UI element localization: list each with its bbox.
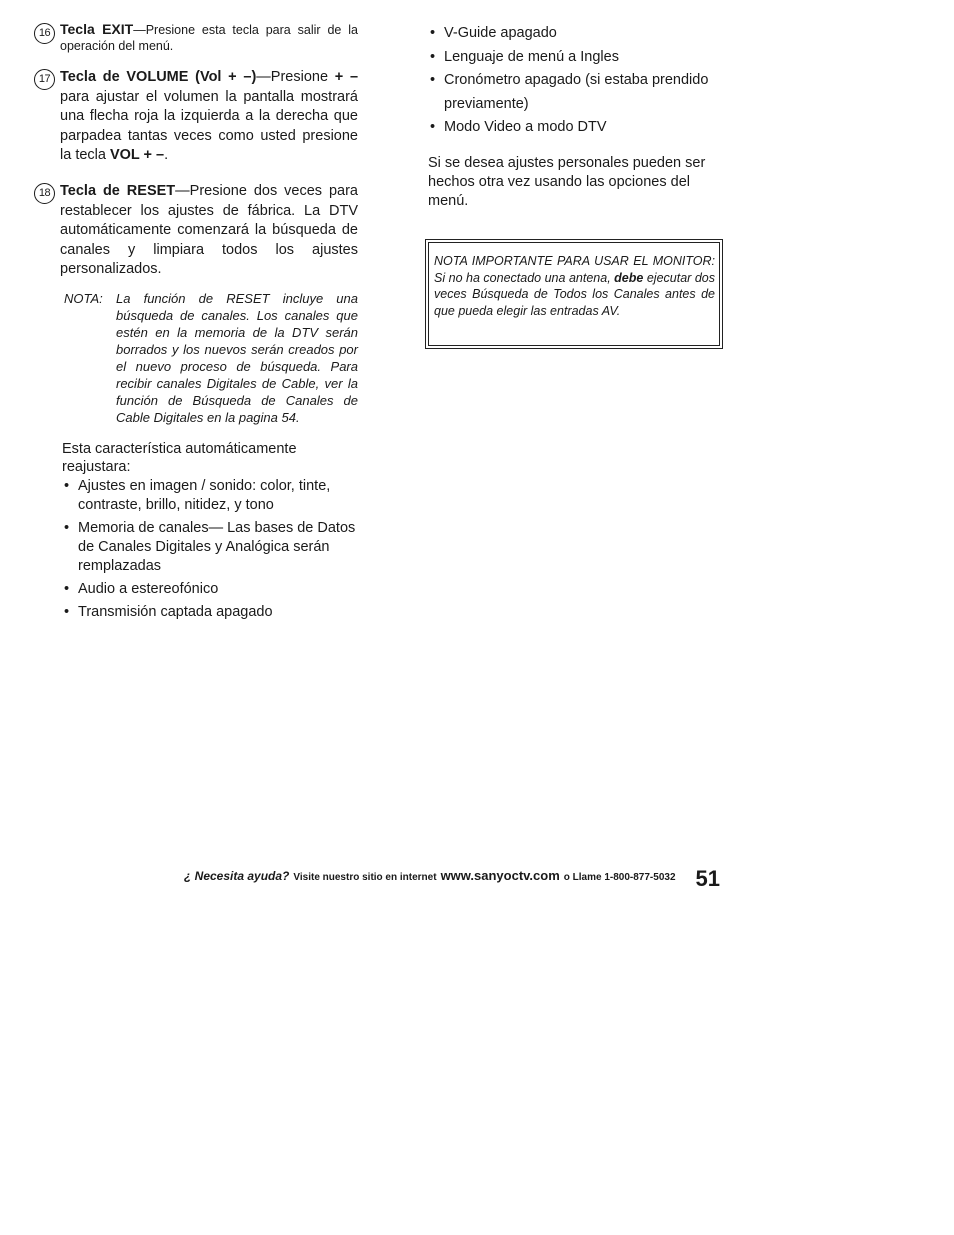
item-description: —Presione esta tecla para salir de la operación del menú. — [60, 23, 358, 53]
item-number-badge: 18 — [34, 183, 55, 204]
item-exit-key — [34, 22, 358, 54]
item-text — [60, 182, 358, 280]
visit-text: Visite nuestro sitio en internet — [293, 872, 437, 883]
note-text-end: ejecutar dos veces Búsqueda de Todos los Canales antes de que pueda elegir las entradas AV. — [434, 270, 715, 318]
reset-note — [64, 290, 358, 426]
note-emphasis: debe — [614, 270, 644, 285]
list-item: • Lenguaje de menú a Ingles — [428, 46, 724, 70]
item-description: —Presione — [256, 69, 335, 85]
list-item: • Cronómetro apagado (si estaba prendido previamente) — [428, 69, 724, 116]
page-footer — [184, 868, 724, 892]
key-symbol: + – — [334, 69, 359, 85]
list-item: • Audio a estereofónico — [62, 580, 358, 599]
reset-bullet-list-cont — [428, 22, 724, 140]
item-title: Tecla de RESET — [60, 182, 176, 199]
item-volume-key — [34, 68, 358, 166]
reset-intro-text: Esta característica automáticamente reajustara: — [62, 440, 297, 476]
item-text — [60, 22, 358, 54]
list-item: • Transmisión captada apagado — [62, 603, 358, 622]
help-question: ¿ Necesita ayuda? — [184, 869, 290, 883]
list-item: • Modo Video a modo DTV — [428, 116, 724, 140]
period: . — [164, 147, 169, 164]
website-link[interactable]: www.sanyoctv.com — [440, 868, 560, 883]
key-symbol: VOL + – — [109, 147, 165, 164]
list-item: • Ajustes en imagen / sonido: color, tinte, contraste, brillo, nitidez, y tono — [62, 477, 358, 515]
list-item: • Memoria de canales— Las bases de Datos de Canales Digitales y Analógica serán remplazadas — [62, 519, 358, 576]
item-title: Tecla EXIT — [60, 21, 134, 37]
important-note-text — [428, 242, 720, 346]
item-number-badge: 17 — [34, 69, 55, 90]
right-column — [428, 22, 724, 211]
note-text: La función de RESET incluye una búsqueda de canales. Los canales que estén en la memoria de la DTV serán borrados y los nuevos serán creados por el nuevo proceso de búsqueda. Para recibir canales Digitales de Cable, ver la función de Búsqueda de Canales de Cable Digitales en la pagina 54. — [116, 290, 358, 425]
reset-bullet-list — [62, 477, 358, 622]
note-label: NOTA: — [64, 290, 103, 306]
left-column — [34, 22, 358, 626]
item-description-cont: para ajustar el volumen la pantalla mostrará una flecha roja la izquierda a la derecha que parpadea tantas veces como usted presione la tecla — [60, 88, 358, 164]
phone-text: o Llame 1-800-877-5032 — [563, 872, 676, 883]
item-reset-key — [34, 182, 358, 280]
page-number: 51 — [695, 866, 720, 891]
important-note-box — [425, 239, 723, 349]
list-item: • V-Guide apagado — [428, 22, 724, 46]
item-number-badge: 16 — [34, 23, 55, 44]
item-description: —Presione dos veces para restablecer los ajustes de fábrica. La DTV automáticamente comenzará la búsqueda de canales y limpiara todos los ajustes personalizados. — [60, 182, 358, 278]
item-title: Tecla de VOLUME (Vol + –) — [60, 69, 257, 85]
item-text — [60, 68, 358, 166]
personal-settings-paragraph: Si se desea ajustes personales pueden ser hechos otra vez usando las opciones del menú. — [428, 154, 706, 209]
note-text-start: NOTA IMPORTANTE PARA USAR EL MONITOR: Si no ha conectado una antena, — [434, 254, 715, 285]
